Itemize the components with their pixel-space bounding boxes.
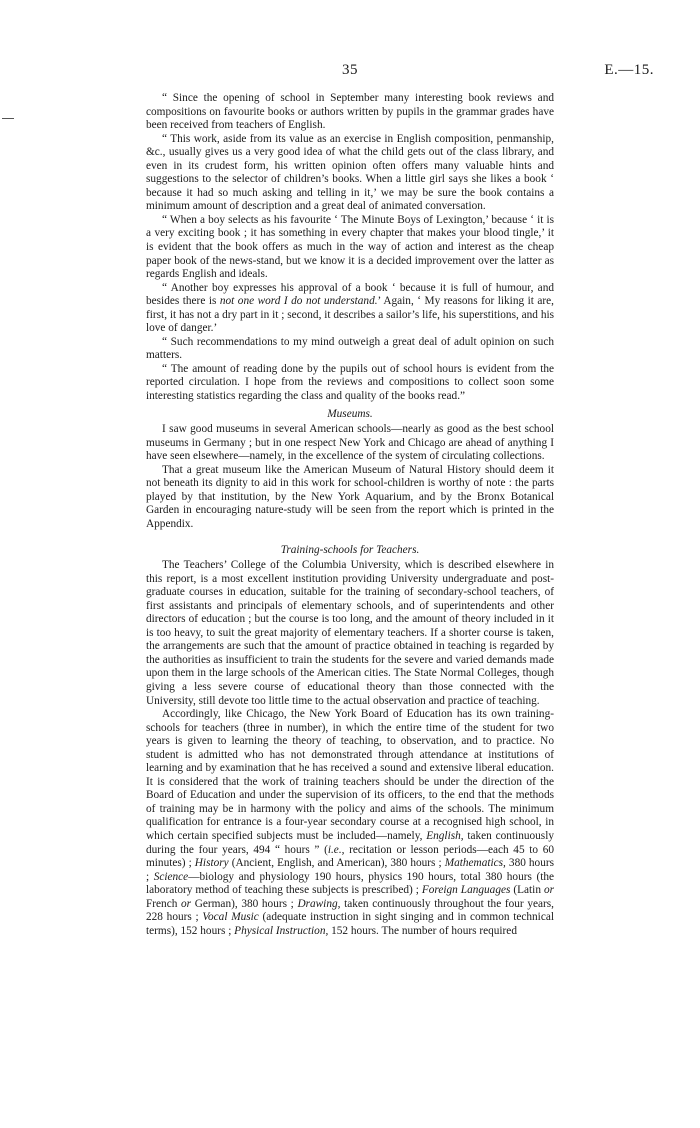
emphasis-text: not one word I do not understand. [219, 295, 378, 308]
document-reference: E.—15. [604, 62, 654, 78]
section-heading-training-schools: Training-schools for Teachers. [280, 543, 420, 556]
page-number: 35 [342, 62, 358, 78]
museums-paragraph: I saw good museums in several American schools—nearly as good as the best school museums in Germany ; but in one respect New York and Chicago are ahead of anything I have seen elsewhere—namely, in the excellence of the system of circulating collections. [146, 423, 554, 463]
margin-mark [2, 118, 14, 119]
training-paragraph-accordingly: Accordingly, like Chicago, the New York Board of Education has its own training-schools for teachers (three in number), in which the entire time of the student for two years is given to learning the theory of teaching, to observation, and to practice. No student is admitted who has not demonstrated through attendance at institutions of learning and by examination that he has received a sound and extensive liberal education. It is considered that the work of training teachers should be under the direction of the Board of Education and under the supervision of its officers, to the end that the methods of training may be in harmony with the policy and aims of the schools. The minimum qualification for entrance is a four-year secondary course at a recognised high school, in which certain specified subjects must be included—namely, English, taken continuously during the four years, 494 “ hours ” (i.e., recitation or lesson periods—each 45 to 60 minutes) ; History (Ancient, English, and American), 380 hours ; Mathematics, 380 hours ; Science—biology and physiology 190 hours, physics 190 hours, total 380 hours (the laboratory method of teaching these subjects is prescribed) ; Foreign Languages (Latin or French or German), 380 hours ; Drawing, taken continuously throughout the four years, 228 hours ; Vocal Music (adequate instruction in sight singing and in common technical terms), 152 hours ; Physical Instruction, 152 hours. The number of hours required [146, 708, 555, 937]
quote-paragraph-minute-boys: “ When a boy selects as his favourite ‘ The Minute Boys of Lexington,’ because ‘ it is a very exciting book ; it has something in every chapter that makes your blood tingle,’ it is evident that the book offers as much in the way of action and interest as the cheap paper book of the news-stand, but we know it is a decided improvement over the latter as regards English and ideals. [146, 213, 554, 281]
quote-paragraph-opening: “ Since the opening of school in September many interesting book reviews and compositions on favourite books or authors written by pupils in the grammar grades have been received from teachers of English. [146, 92, 554, 132]
training-paragraph: The Teachers’ College of the Columbia University, which is described elsewhere in this report, is a most excellent institution providing University undergraduate and post-graduate courses in education, suitable for the training of secondary-school teachers, of first assistants and principals of elementary schools, and of superintendents and other directors of education ; but the course is too long, and the amount of theory included in it is too heavy, to suit the great majority of elementary teachers. If a shorter course is taken, the arrangements are such that the amount of practice obtained in teaching is regarded by the authorities as insufficient to train the students for the severe and varied demands made upon them in the large schools of the American cities. The State Normal Colleges, though giving a less severe course of educational theory than those connected with the University, still devote too little time to the actual observation and practice of teaching. [146, 559, 554, 707]
quote-paragraph-reading-amount: “ The amount of reading done by the pupils out of school hours is evident from the reported circulation. I hope from the reviews and compositions to collect soon some interesting statistics regarding the class and quality of the books read.” [146, 362, 554, 403]
section-heading-museums: Museums. [327, 407, 373, 420]
quote-paragraph-composition: “ This work, aside from its value as an exercise in English composition, penmanship, &c., usually gives us a very good idea of what the child gets out of the class library, and even in its crudest form, his written opinion often offers many valuable hints and suggestions to the selector of children’s books. When a little girl says she likes a book ‘ because it had so much asking and telling in it,’ we may be sure the book contains a minimum amount of description and a great deal of animated conversation. [146, 132, 554, 213]
museums-paragraph: That a great museum like the American Museum of Natural History should deem it not beneath its dignity to aid in this work for school-children is worthy of note : the parts played by that institution, by the New York Aquarium, and by the Bronx Botanical Garden in encouraging nature-study will be seen from the report which is printed in the Appendix. [146, 463, 554, 530]
quote-paragraph-recommendations: “ Such recommendations to my mind outweigh a great deal of adult opinion on such matters. [146, 335, 554, 362]
quote-paragraph-another-boy: “ Another boy expresses his approval of a book ‘ because it is full of humour, and besides there is not one word I do not understand.’ Again, ‘ My reasons for liking it are, first, it has not a dry part in it ; second, it describes a sailor’s life, his superstitions, and his love of danger.’ [146, 281, 555, 335]
text-column [146, 92, 554, 938]
